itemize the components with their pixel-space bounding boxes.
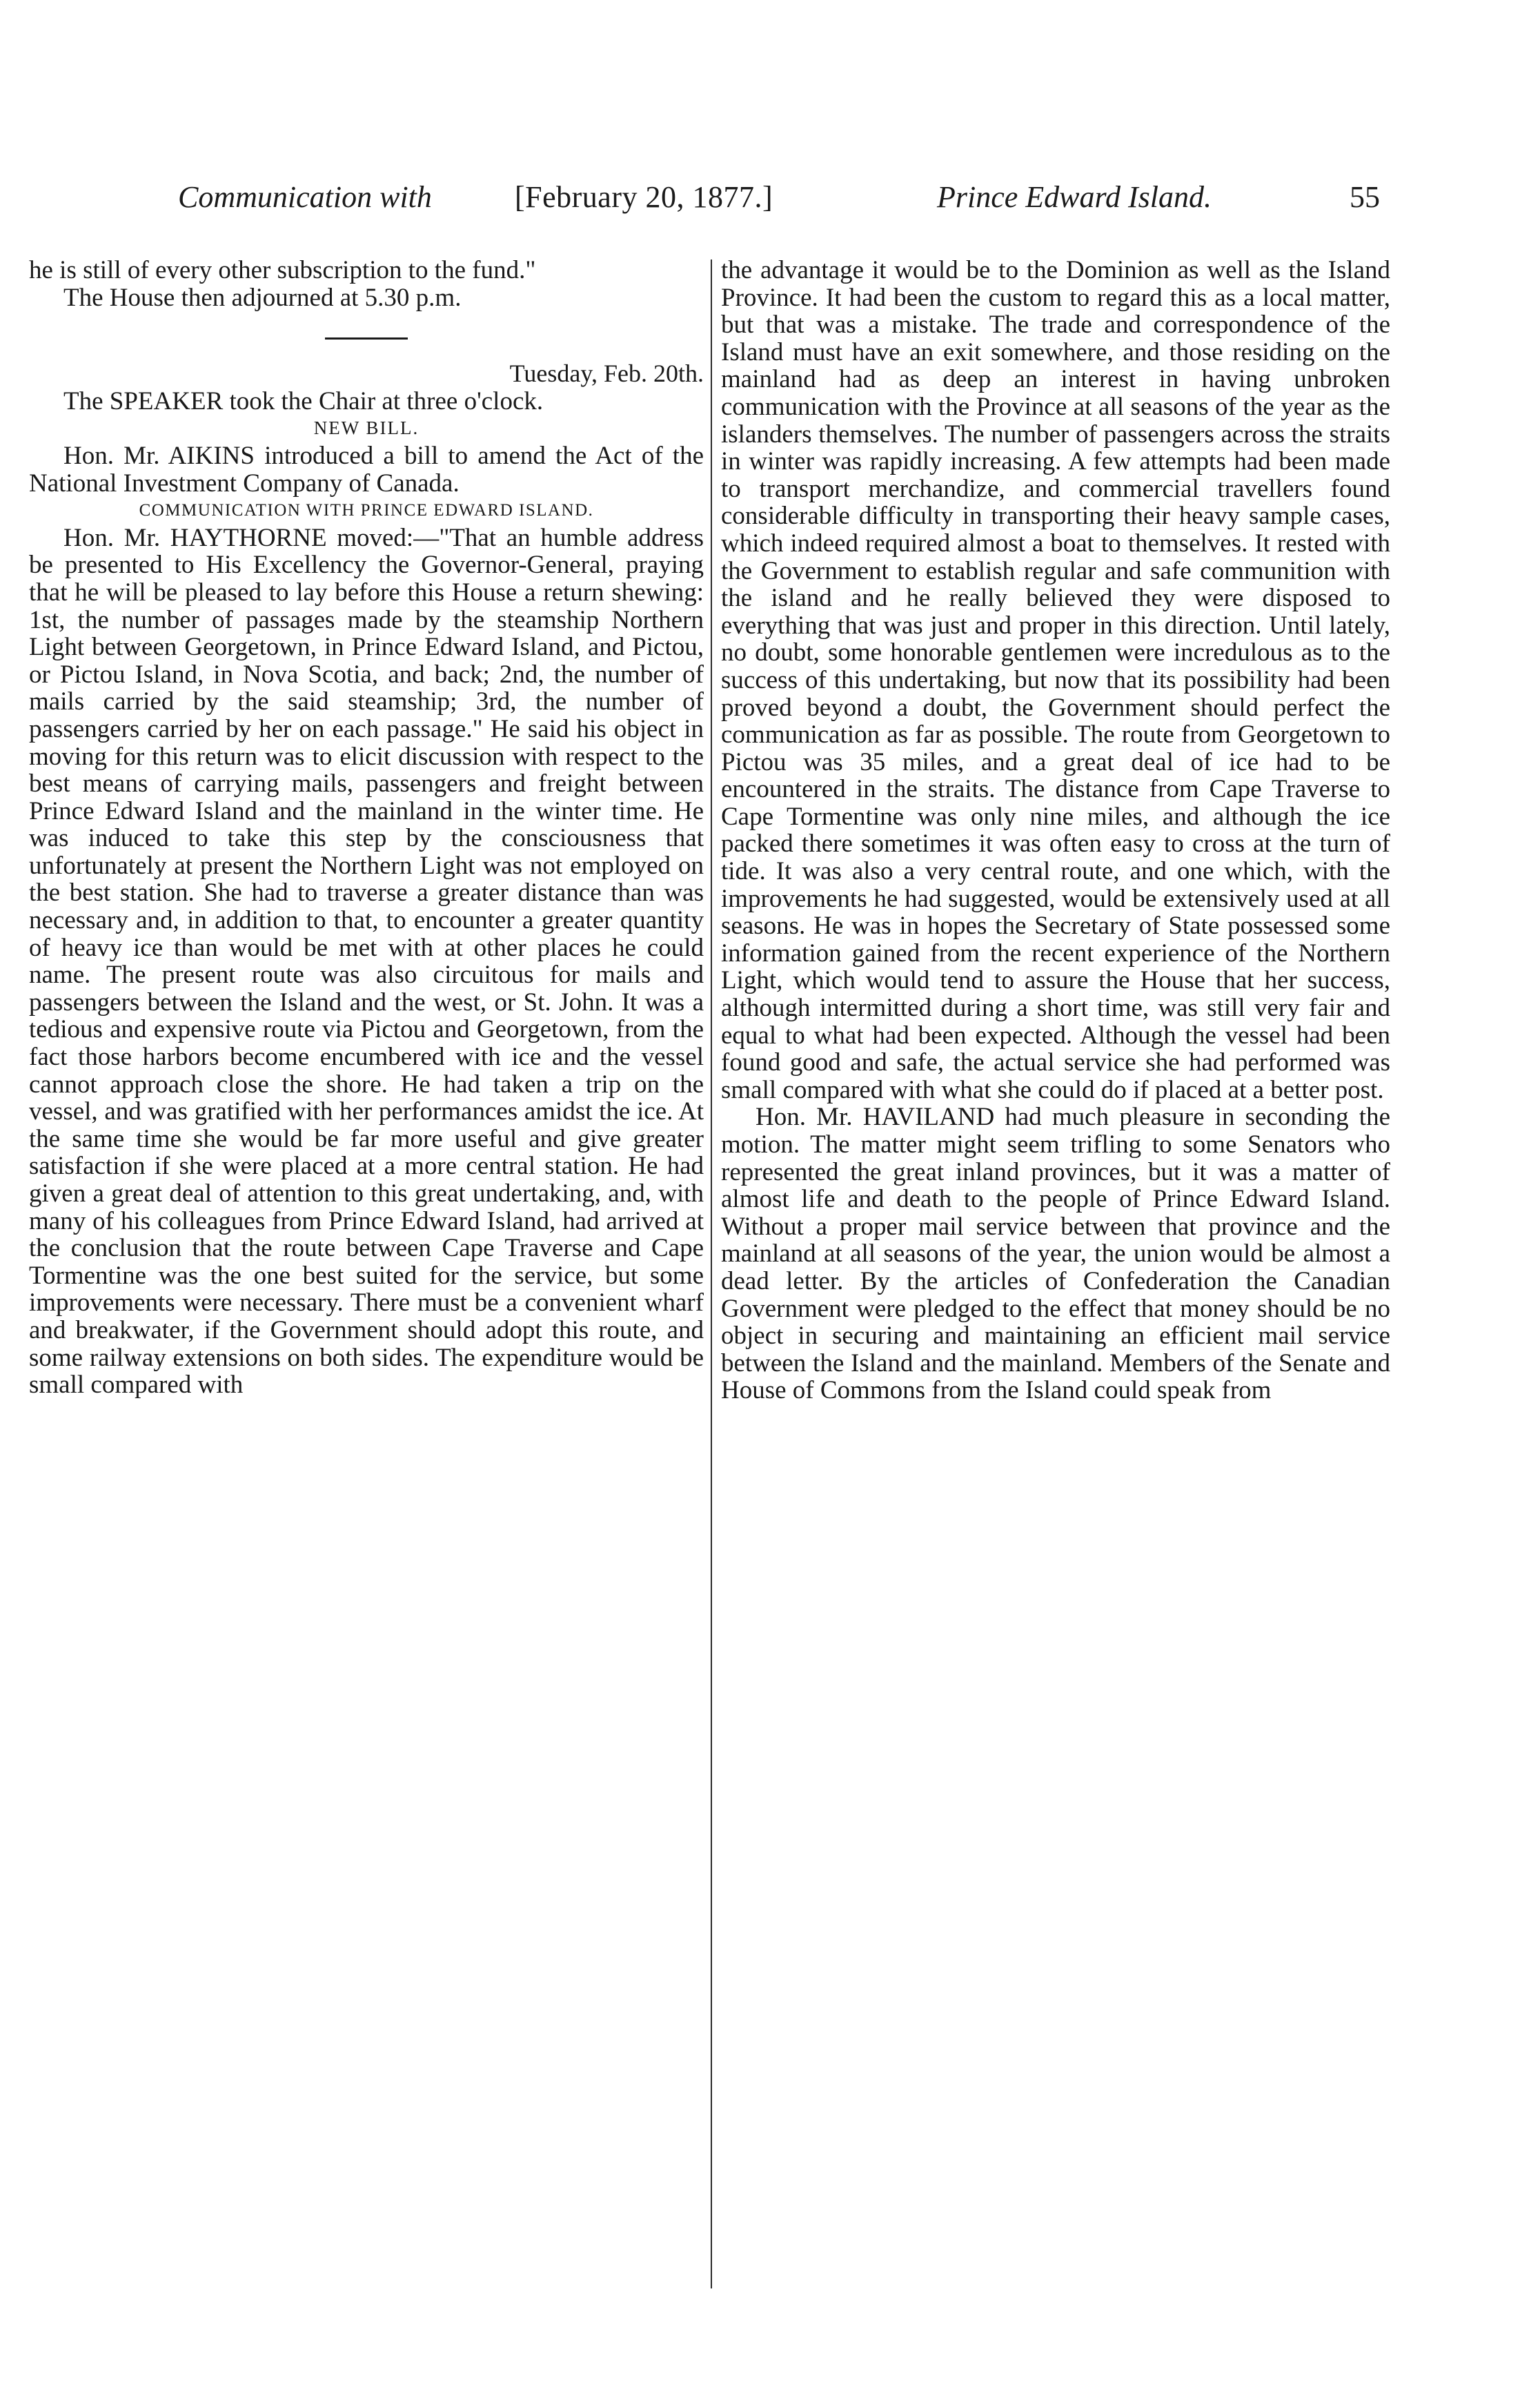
section-rule [325,337,408,340]
left-paragraph-4: Hon. Mr. AIKINS introduced a bill to amend the Act of the National Investment Company of Canada. [29,441,704,498]
left-column [29,257,704,1399]
left-paragraph-1: he is still of every other subscription to the fund." [29,256,536,284]
page-number: 55 [1350,180,1380,214]
section-heading: COMMUNICATION WITH PRINCE EDWARD ISLAND. [139,501,594,520]
running-head [178,177,1380,218]
column-divider [711,259,712,2288]
right-paragraph-1: the advantage it would be to the Dominion as well as the Island Province. It had been the custom to regard this as a local matter, but that was a mistake. The trade and correspondence of the Island must have an exit somewhere, and those residing on the mainland had as deep an interest in having unbroken communication with the Province at all seasons of the year as the islanders themselves. The number of passengers across the straits in winter was rapidly increasing. A few attempts had been made to transport merchandize, and commercial travellers found considerable difficulty in transporting their heavy sample cases, which indeed required almost a boat to themselves. It rested with the Government to establish regular and safe communition with the island and he really believed they were disposed to everything that was just and proper in this direction. Until lately, no doubt, some honorable gentlemen were incredulous as to the success of this undertaking, but now that its possibility had been proved beyond a doubt, the Government should perfect the communication as far as possible. The route from Georgetown to Pictou was 35 miles, and a great deal of ice had to be encountered in the straits. The distance from Cape Traverse to Cape Tormentine was only nine miles, and although the ice packed there sometimes it was often easy to cross at the turn of tide. It was also a very central route, and one which, with the improvements he had suggested, would be extensively used at all seasons. He was in hopes the Secretary of State possessed some information gained from the recent experience of the Northern Light, which would tend to assure the House that her success, although intermitted during a short time, was still very fair and equal to what had been expected. Although the vessel had been found good and safe, the actual service she had performed was small compared with what she could do if placed at a better post. [721,256,1390,1104]
new-bill-heading: NEW BILL. [313,418,419,439]
running-head-left: Communication with [178,180,432,214]
left-paragraph-5: Hon. Mr. HAYTHORNE moved:—"That an humble address be presented to His Excellency the Governor-General, praying that he will be pleased to lay before this House a return shewing: 1st, the number of passages made by the steamship Northern Light between Georgetown, in Prince Edward Island, and Pictou, or Pictou Island, in Nova Scotia, and back; 2nd, the number of mails carried by the said steamship; 3rd, the number of passengers carried by her on each passage." He said his object in moving for this return was to elicit discussion with respect to the best means of carrying mails, passengers and freight between Prince Edward Island and the mainland in the winter time. He was induced to take this step by the consciousness that unfortunately at present the Northern Light was not employed on the best station. She had to traverse a greater distance than was necessary and, in addition to that, to encounter a greater quantity of heavy ice than would be met with at other places he could name. The present route was also circuitous for mails and passengers between the Island and the west, or St. John. It was a tedious and expensive route via Pictou and Georgetown, from the fact those harbors become encumbered with ice and the vessel cannot approach close the shore. He had taken a trip on the vessel, and was gratified with her performances amidst the ice. At the same time she would be far more useful and give greater satisfaction if she were placed at a more central station. He had given a great deal of attention to this great undertaking, and, with many of his colleagues from Prince Edward Island, had arrived at the conclusion that the route between Cape Traverse and Cape Tormentine was the one best suited for the service, but some improvements were necessary. There must be a convenient wharf and breakwater, if the Government should adopt this route, and some railway extensions on both sides. The expenditure would be small compared with [29,523,704,1400]
left-paragraph-3: The SPEAKER took the Chair at three o'clock. [63,386,544,415]
running-head-right: Prince Edward Island. [937,180,1212,214]
right-paragraph-2: Hon. Mr. HAVILAND had much pleasure in seconding the motion. The matter might seem trifling to some Senators who represented the great inland provinces, but it was a matter of almost life and death to the people of Prince Edward Island. Without a proper mail service between that province and the mainland at all seasons of the year, the union would be almost a dead letter. By the articles of Confederation the Canadian Government were pledged to the effect that money should be no object in securing and maintaining an efficient mail service between the Island and the mainland. Members of the Senate and House of Commons from the Island could speak from [721,1103,1390,1405]
right-column [721,257,1390,1404]
running-head-date: [February 20, 1877.] [515,180,773,214]
left-paragraph-2: The House then adjourned at 5.30 p.m. [63,283,462,312]
dateline: Tuesday, Feb. 20th. [509,360,704,388]
